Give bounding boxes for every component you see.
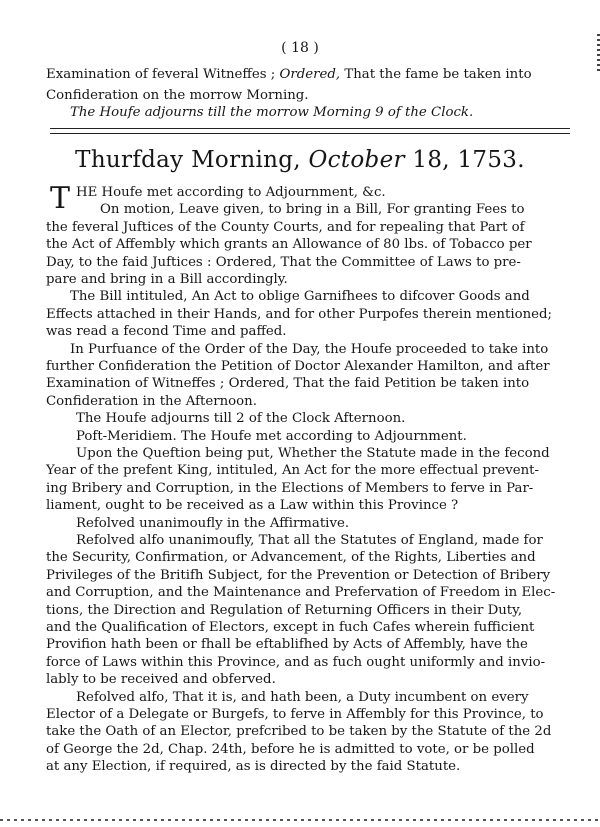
section-title: Thurfday Morning, October 18, 1753.	[75, 147, 525, 173]
body-line: Day, to the faid Juftices : Ordered, That the Committee of Laws to pre-	[46, 254, 521, 270]
body-line: tions, the Direction and Regulation of Returning Officers in their Duty,	[46, 602, 523, 618]
drop-cap: T	[50, 181, 71, 216]
body-line: liament, ought to be received as a Law within this Province ?	[46, 498, 459, 514]
body-line: the Security, Confirmation, or Advancement, of the Rights, Liberties and	[46, 550, 536, 566]
body-line: Refolved alfo unanimoufly, That all the Statutes of England, made for	[76, 533, 543, 548]
body-line: Effects attached in their Hands, and for other Purpofes therein mentioned;	[46, 306, 552, 322]
scan-edge-bottom	[0, 819, 600, 821]
body-line: was read a fecond Time and paffed.	[46, 324, 287, 340]
body-line: Refolved alfo, That it is, and hath been, a Duty incumbent on every	[76, 689, 529, 705]
top-line-2: Confideration on the morrow Morning.	[46, 88, 309, 103]
section-rule-bottom	[50, 133, 570, 134]
body-line: pare and bring in a Bill accordingly.	[46, 272, 288, 287]
body-line: of George the 2d, Chap. 24th, before he is admitted to vote, or be polled	[46, 741, 535, 757]
body-line: ing Bribery and Corruption, in the Elections of Members to ferve in Par-	[46, 480, 534, 496]
body-line: Confideration in the Afternoon.	[46, 393, 257, 409]
body-line: Poft-Meridiem. The Houfe met according to Adjournment.	[76, 428, 467, 444]
body-line: take the Oath of an Elector, prefcribed to be taken by the Statute of the 2d	[46, 724, 552, 740]
body-line: In Purfuance of the Order of the Day, the Houfe proceeded to take into	[70, 341, 549, 357]
body-line: the feveral Juftices of the County Courts, and for repealing that Part of	[46, 219, 525, 235]
body-line: the Act of Affembly which grants an Allowance of 80 lbs. of Tobacco per	[46, 237, 532, 253]
body-line: and the Qualification of Electors, except in fuch Cafes wherein fufficient	[46, 620, 535, 635]
body-line: Provifion hath been or fhall be eftablifhed by Acts of Affembly, have the	[46, 637, 528, 653]
body-line: Year of the prefent King, intituled, An Act for the more effectual prevent-	[46, 463, 539, 479]
section-rule-top	[50, 128, 570, 129]
body-line: HE Houfe met according to Adjournment, &c.	[76, 185, 386, 200]
body-line: The Houfe adjourns till 2 of the Clock Afternoon.	[76, 411, 406, 427]
body-line: at any Election, if required, as is directed by the faid Statute.	[46, 759, 461, 775]
body-line: and Corruption, and the Maintenance and Prefervation of Freedom in Elec-	[46, 585, 556, 601]
body-line: Elector of a Delegate or Burgefs, to ferve in Affembly for this Province, to	[46, 707, 544, 722]
body-line: Examination of Witneffes ; Ordered, That the faid Petition be taken into	[46, 376, 530, 392]
body-line: Refolved unanimoufly in the Affirmative.	[76, 515, 350, 531]
body-line: The Bill intituled, An Act to oblige Garnifhees to difcover Goods and	[70, 289, 530, 305]
top-line-1: Examination of feveral Witneffes ; Ordered, That the fame be taken into	[46, 67, 532, 82]
body-line: force of Laws within this Province, and as fuch ought uniformly and invio-	[46, 654, 546, 670]
top-line-3: The Houfe adjourns till the morrow Morning 9 of the Clock.	[70, 105, 474, 120]
body-line: Privileges of the Britifh Subject, for the Prevention or Detection of Bribery	[46, 567, 551, 583]
body-line: further Confideration the Petition of Doctor Alexander Hamilton, and after	[46, 359, 550, 374]
page-number: ( 18 )	[281, 40, 319, 56]
body-line: Upon the Queftion being put, Whether the Statute made in the fecond	[76, 446, 550, 461]
body-line: On motion, Leave given, to bring in a Bill, For granting Fees to	[100, 202, 525, 218]
body-line: lably to be received and obferved.	[46, 672, 276, 688]
